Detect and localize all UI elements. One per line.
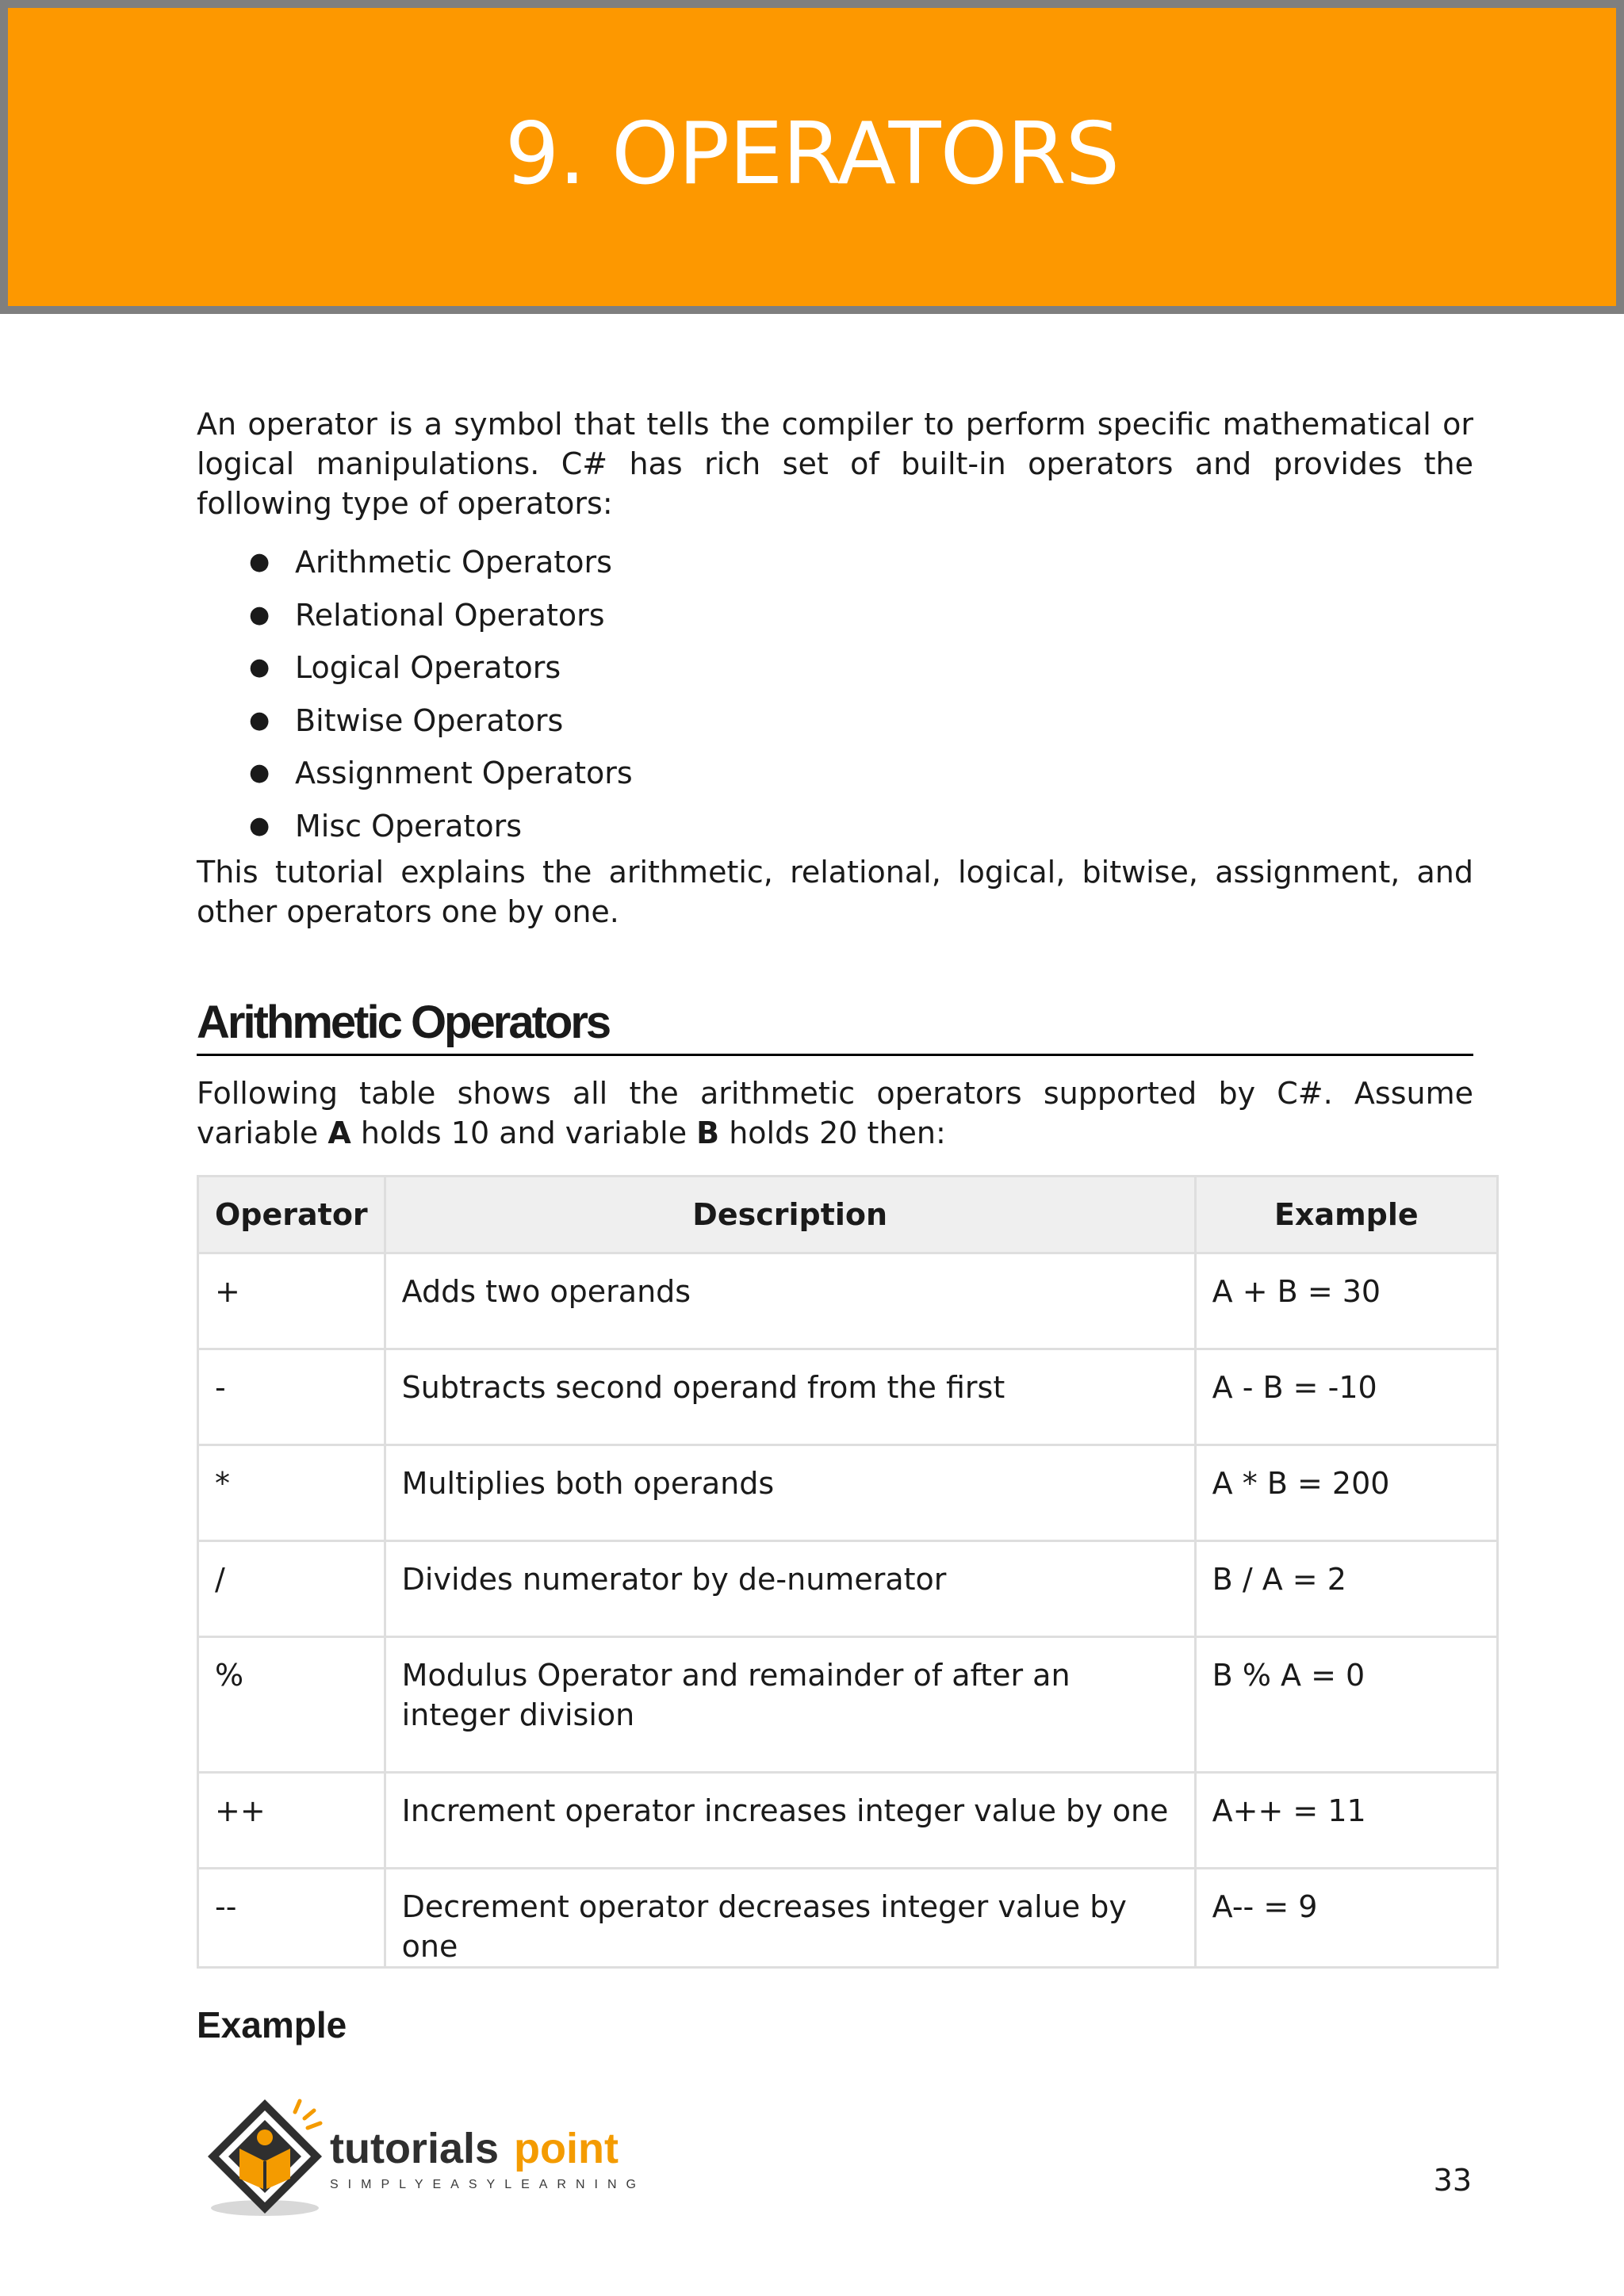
cell-example: A++ = 11 (1195, 1773, 1497, 1869)
header-example: Example (1195, 1177, 1497, 1253)
table-row (198, 1869, 1498, 1968)
cell-description: Modulus Operator and remainder of after an integer division (385, 1637, 1195, 1773)
cell-description: Adds two operands (385, 1253, 1195, 1349)
cell-example: B % A = 0 (1195, 1637, 1497, 1773)
list-item: ● Misc Operators (197, 800, 1473, 853)
chapter-title: 9. OPERATORS (504, 104, 1120, 204)
table-row (198, 1253, 1498, 1349)
bullet-icon: ● (249, 706, 270, 734)
bullet-icon: ● (249, 548, 270, 576)
list-item: ● Bitwise Operators (197, 695, 1473, 748)
reader-head-icon (257, 2130, 273, 2145)
header-operator: Operator (198, 1177, 385, 1253)
cell-description: Decrement operator decreases integer value by one (385, 1869, 1195, 1968)
cell-description: Subtracts second operand from the first (385, 1349, 1195, 1445)
list-item: ● Relational Operators (197, 589, 1473, 642)
cell-example: A + B = 30 (1195, 1253, 1497, 1349)
logo-text-accent: point (514, 2125, 619, 2172)
cell-operator: * (198, 1445, 385, 1541)
list-item: ● Logical Operators (197, 641, 1473, 695)
cell-operator: - (198, 1349, 385, 1445)
table-header-row (198, 1177, 1498, 1253)
cell-operator: ++ (198, 1773, 385, 1869)
example-heading: Example (197, 2004, 347, 2045)
logo-tagline: SIMPLYEASYLEARNING (330, 2178, 639, 2191)
logo-graphic (195, 2093, 639, 2220)
tutorialspoint-logo (195, 2093, 639, 2220)
bullet-icon: ● (249, 811, 270, 840)
table-row (198, 1349, 1498, 1445)
cell-example: B / A = 2 (1195, 1541, 1497, 1637)
arithmetic-intro: Following table shows all the arithmetic operators supported by C#. Assume variable A holds 10 and variable B holds 20 then: (197, 1076, 1473, 1150)
cell-operator: % (198, 1637, 385, 1773)
bullet-icon: ● (249, 759, 270, 786)
table-row (198, 1541, 1498, 1637)
table-row (198, 1445, 1498, 1541)
table-row (198, 1773, 1498, 1869)
cell-example: A * B = 200 (1195, 1445, 1497, 1541)
section-heading-arithmetic: Arithmetic Operators (197, 995, 1473, 1056)
operator-type-list (197, 536, 1473, 852)
cell-description: Increment operator increases integer value by one (385, 1773, 1195, 1869)
bullet-icon: ● (249, 653, 270, 681)
list-item: ● Assignment Operators (197, 747, 1473, 800)
cell-example: A - B = -10 (1195, 1349, 1497, 1445)
cell-operator: + (198, 1253, 385, 1349)
chapter-banner (0, 0, 1624, 314)
logo-text-primary: tutorials (330, 2125, 500, 2172)
cell-description: Divides numerator by de-numerator (385, 1541, 1195, 1637)
header-description: Description (385, 1177, 1195, 1253)
table-row (198, 1637, 1498, 1773)
page-content (197, 404, 1473, 2046)
cell-operator: -- (198, 1869, 385, 1968)
cell-description: Multiplies both operands (385, 1445, 1195, 1541)
bullet-icon: ● (249, 600, 270, 629)
spark-icon (295, 2101, 320, 2128)
intro-paragraph: An operator is a symbol that tells the compiler to perform specific mathematical or logical manipulations. C# has rich set of built-in operators and provides the following type of operators: (197, 407, 1473, 521)
list-item: ● Arithmetic Operators (197, 536, 1473, 589)
cell-operator: / (198, 1541, 385, 1637)
cell-example: A-- = 9 (1195, 1869, 1497, 1968)
closing-paragraph: This tutorial explains the arithmetic, relational, logical, bitwise, assignment, and other operators one by one. (197, 855, 1473, 929)
arithmetic-operators-table (197, 1175, 1499, 1969)
page-number: 33 (1433, 2163, 1472, 2198)
